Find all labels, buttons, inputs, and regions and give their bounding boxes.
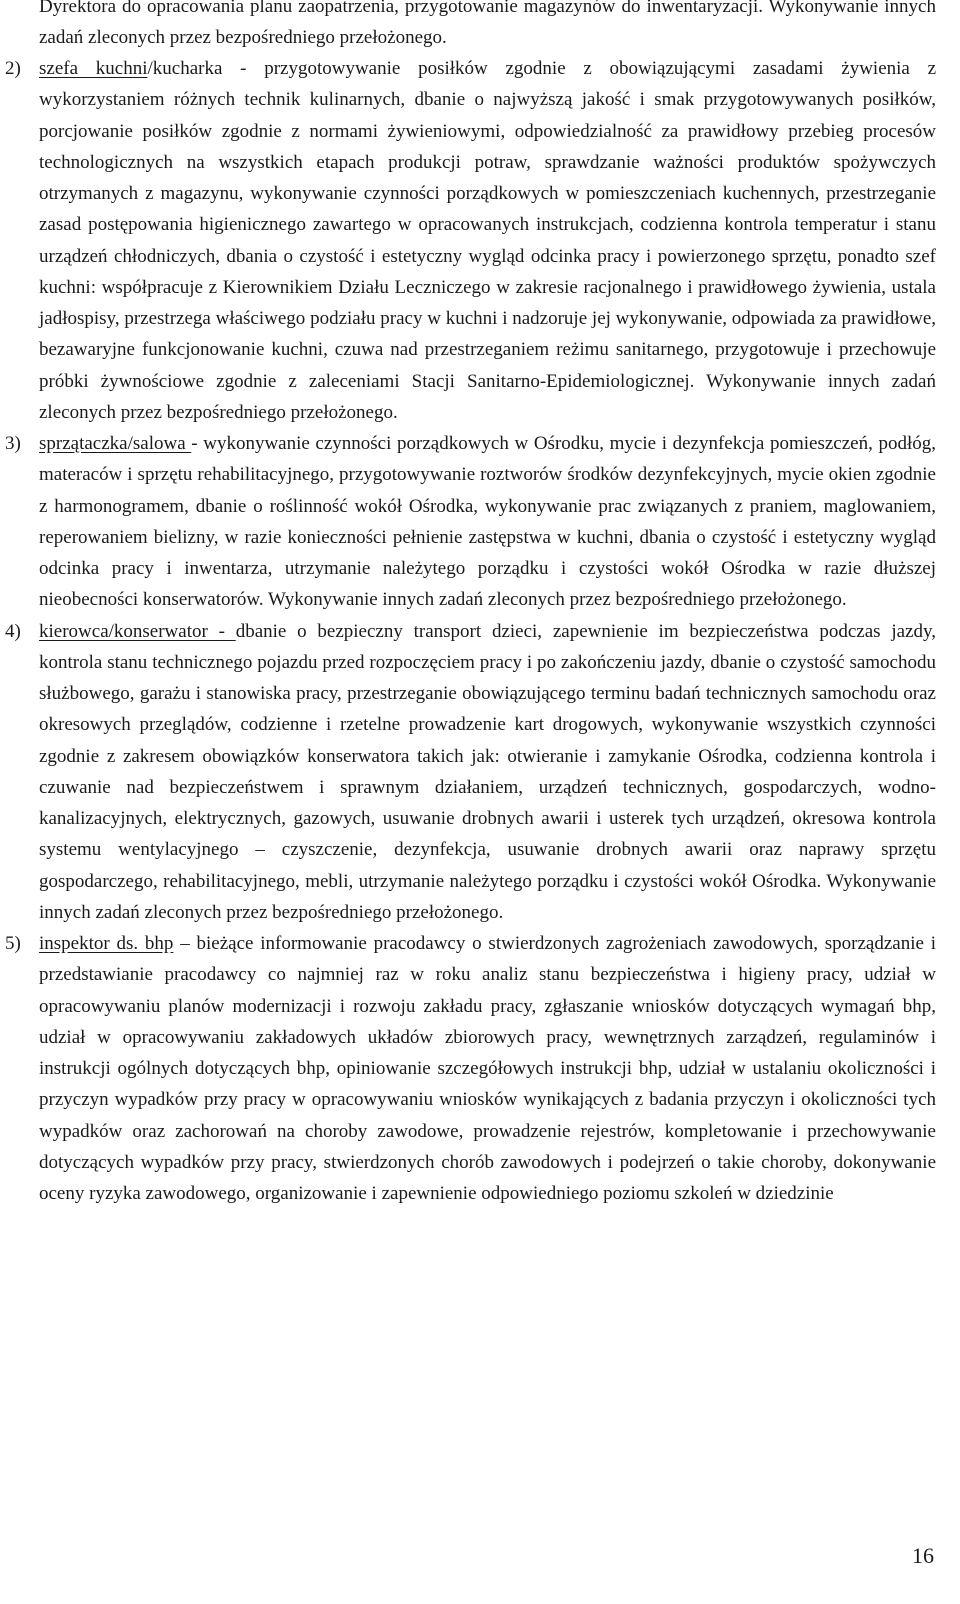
page-number: 16 — [912, 1543, 934, 1568]
duty-text: bieżące informowanie pracodawcy o stwierdzonych zagrożeniach zawodowych, sporządzanie i przedstawianie pracodawcy co najmniej raz w roku analiz stanu bezpieczeństwa i higieny pracy, udział w opracowywaniu planów modernizacji i rozwoju zakładu pracy, zgłaszanie wniosków dotyczących wymagań bhp, udział w opracowywaniu zakładowych układów zbiorowych pracy, wewnętrznych zarządzeń, regulaminów i instrukcji ogólnych dotyczących bhp, opiniowanie szczegółowych instrukcji bhp, udział w ustalaniu okoliczności i przyczyn wypadków przy pracy w opracowywaniu wniosków wynikających z badania przyczyn i okoliczności tych wypadków oraz zachorowań na choroby zawodowe, prowadzenie rejestrów, kompletowanie i przechowywanie dotyczących wypadków przy pracy, stwierdzonych chorób zawodowych i podejrzeń o takie choroby, dokonywanie oceny ryzyka zawodowego, organizowanie i zapewnienie odpowiedniego poziomu szkoleń w dziedzinie — [39, 933, 937, 1204]
duties-list — [0, 53, 960, 1209]
role-separator: - — [191, 433, 204, 454]
role-separator: /kucharka - — [147, 58, 265, 79]
list-item-safety-inspector — [0, 928, 936, 1209]
list-item-chef — [0, 53, 936, 428]
role-separator: – — [173, 933, 197, 954]
duty-text: przygotowywanie posiłków zgodnie z obowiązującymi zasadami żywienia z wykorzystaniem różnych technik kulinarnych, dbanie o najwyższą jakość i smak przygotowywanych posiłków, porcjowanie posiłków zgodnie z normami żywieniowymi, odpowiedzialność za prawidłowy przebieg procesów technologicznych na wszystkich etapach produkcji potraw, sprawdzanie ważności produktów spożywczych otrzymanych z magazynu, wykonywanie czynności porządkowych w pomieszczeniach kuchennych, przestrzeganie zasad postępowania higienicznego zawartego w opracowanych instrukcjach, codzienna kontrola temperatur i stanu urządzeń chłodniczych, dbania o czystość i estetyczny wygląd odcinka pracy i powierzonego sprzętu, ponadto szef kuchni: współpracuje z Kierownikiem Działu Leczniczego w zakresie racjonalnego i prawidłowego żywienia, ustala jadłospisy, przestrzega właściwego podziału pracy w kuchni i nadzoruje jej wykonywanie, odpowiada za prawidłowe, bezawaryjne funkcjonowanie kuchni, czuwa nad przestrzeganiem reżimu sanitarnego, przygotowuje i przechowuje próbki żywnościowe zgodnie z zaleceniami Stacji Sanitarno-Epidemiologicznej. Wykonywanie innych zadań zleconych przez bezpośredniego przełożonego. — [39, 58, 937, 423]
intro-paragraph: Dyrektora do opracowania planu zaopatrzenia, przygotowanie magazynów do inwentaryzacji. Wykonywanie innych zadań zleconych przez bezpośredniego przełożonego. — [39, 0, 936, 49]
role-title: inspektor ds. bhp — [39, 933, 174, 954]
list-item-driver — [0, 616, 936, 929]
duty-text: dbanie o bezpieczny transport dzieci, zapewnienie im bezpieczeństwa podczas jazdy, kontrola stanu technicznego pojazdu przed rozpoczęciem pracy i po zakończeniu jazdy, dbanie o czystość samochodu służbowego, garażu i stanowiska pracy, przestrzeganie obowiązującego terminu badań technicznych samochodu oraz okresowych przeglądów, codzienne i rzetelne prowadzenie kart drogowych, wykonywanie wszystkich czynności zgodnie z zakresem obowiązków konserwatora takich jak: otwieranie i zamykanie Ośrodka, codzienna kontrola i czuwanie nad bezpieczeństwem i sprawnym działaniem, urządzeń technicznych, gospodarczych, wodno-kanalizacyjnych, elektrycznych, gazowych, usuwanie drobnych awarii i usterek tych urządzeń, okresowa kontrola systemu wentylacyjnego – czyszczenie, dezynfekcja, usuwanie drobnych awarii oraz naprawy sprzętu gospodarczego, rehabilitacyjnego, mebli, utrzymanie należytego porządku i czystości wokół Ośrodka. Wykonywanie innych zadań zleconych przez bezpośredniego przełożonego. — [39, 620, 936, 923]
list-item-cleaner — [0, 428, 936, 616]
item-number: 3) — [5, 433, 21, 454]
role-title: szefa kuchni — [39, 58, 148, 79]
item-number: 5) — [5, 933, 21, 954]
role-title: sprzątaczka/salowa — [39, 433, 192, 454]
item-number: 2) — [5, 58, 21, 79]
role-title: kierowca/konserwator - — [39, 620, 236, 642]
duty-text: wykonywanie czynności porządkowych w Ośrodku, mycie i dezynfekcja pomieszczeń, podłóg, materaców i sprzętu rehabilitacyjnego, przygotowywanie roztworów środków dezynfekcyjnych, mycie okien zgodnie z harmonogramem, dbanie o roślinność wokół Ośrodka, wykonywanie prac związanych z praniem, maglowaniem, reperowaniem bielizny, w razie konieczności pełnienie zastępstwa w kuchni, dbania o czystość i estetyczny wygląd odcinka pracy i inwentarza, utrzymanie należytego porządku i czystości wokół Ośrodka w razie dłuższej nieobecności konserwatorów. Wykonywanie innych zadań zleconych przez bezpośredniego przełożonego. — [39, 433, 936, 611]
item-number: 4) — [5, 620, 21, 642]
